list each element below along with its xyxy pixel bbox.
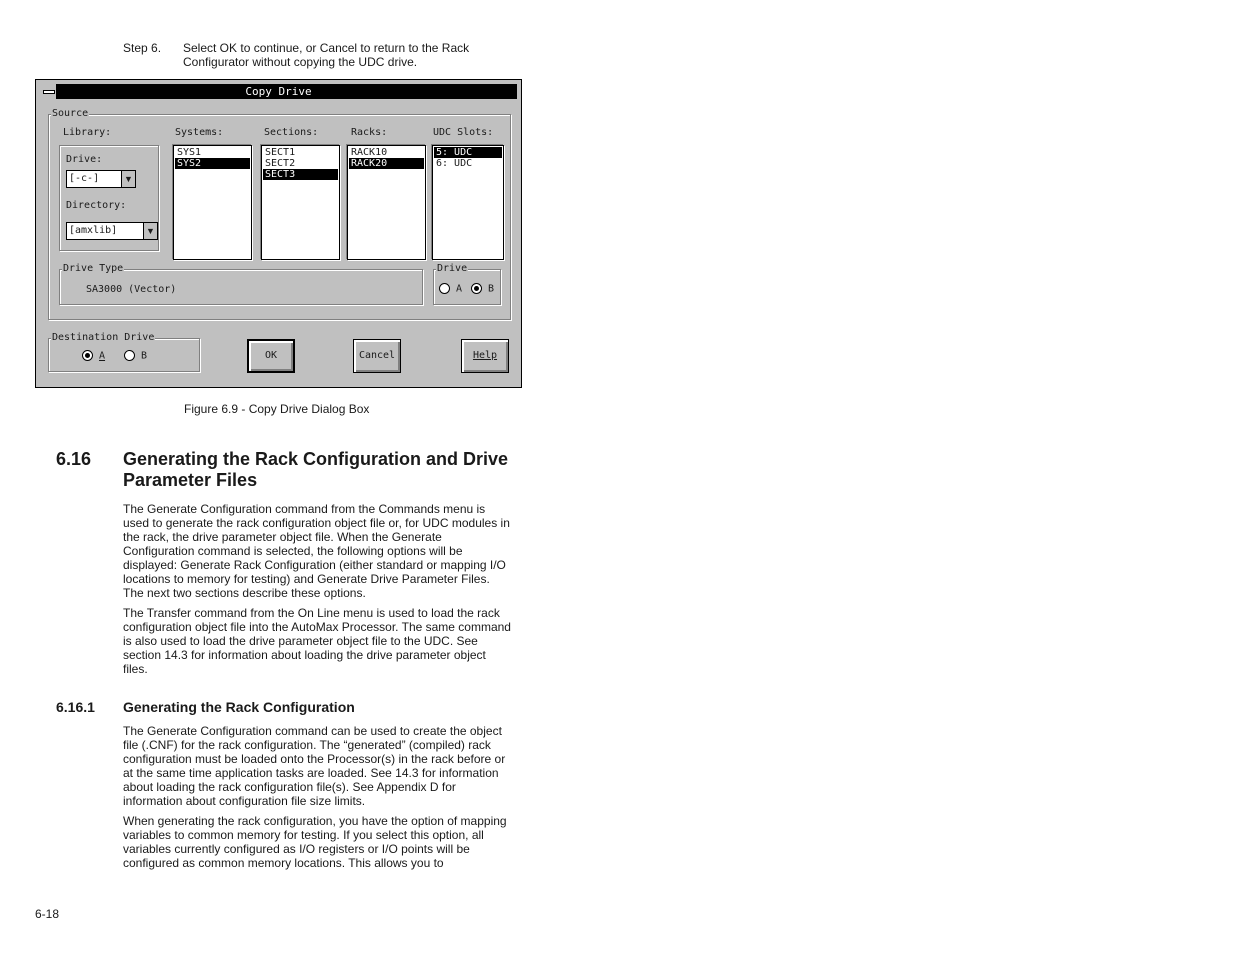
chevron-down-icon[interactable]: ▼ [143, 223, 157, 239]
udc-slots-list[interactable] [432, 145, 504, 260]
radio-icon[interactable] [124, 350, 135, 361]
drive-radio-a[interactable] [439, 283, 462, 295]
list-item[interactable]: SECT1 [265, 147, 296, 158]
directory-combo[interactable] [66, 222, 158, 240]
drive-label: Drive: [66, 154, 103, 165]
paragraph: The Generate Configuration command can be used to create the object file (.CNF) for the rack configuration. The “generated” (compiled) rack configuration must be loaded onto the Processor(s) in the rack before or at the same time application tasks are loaded. See 14.3 for information about loading the rack configuration file(s). See Appendix D for information about configuration file size limits. [123, 724, 506, 808]
paragraph: The Generate Configuration command from the Commands menu is used to generate the rack configuration object file or, for UDC modules in the rack, the drive parameter object file. When the Generate Configuration command is selected, the following options will be displayed: Generate Rack Configuration (either standard or mapping I/O locations to memory for testing) and Generate Drive Parameter Files. The next two sections describe these options. [123, 502, 510, 600]
drive-radio-a-label: A [456, 283, 463, 295]
library-label: Library: [63, 127, 112, 138]
drive-combo-value: [-c-] [69, 173, 100, 184]
source-group [48, 108, 511, 320]
dialog-titlebar [40, 84, 517, 99]
list-item[interactable]: RACK20 [349, 158, 424, 169]
paragraph: The Transfer command from the On Line menu is used to load the rack configuration object file into the AutoMax Processor. The same command is also used to load the drive parameter object file to the UDC. See section 14.3 for information about loading the drive parameter object files. [123, 606, 511, 676]
list-item[interactable]: SYS1 [177, 147, 202, 158]
destination-drive-group [48, 332, 200, 372]
sections-list[interactable] [261, 145, 340, 260]
directory-label: Directory: [66, 200, 127, 211]
page-number: 6-18 [35, 907, 60, 921]
step-label: Step 6. [123, 41, 162, 55]
dialog-title: Copy Drive [245, 85, 312, 98]
systems-label: Systems: [175, 127, 224, 138]
list-item[interactable]: 5: UDC [434, 147, 502, 158]
udc-slots-label: UDC Slots: [433, 127, 494, 138]
list-item[interactable]: SYS2 [175, 158, 250, 169]
library-box [59, 145, 159, 251]
copy-drive-dialog [35, 79, 522, 388]
directory-combo-value: [amxlib] [69, 225, 118, 236]
sections-label: Sections: [264, 127, 319, 138]
destination-drive-label: Destination Drive [52, 332, 155, 343]
dest-radio-b[interactable] [124, 350, 147, 362]
racks-label: Racks: [351, 127, 388, 138]
dest-radio-a-label: A [99, 350, 106, 362]
racks-list[interactable] [347, 145, 426, 260]
figure-caption: Figure 6.9 - Copy Drive Dialog Box [184, 402, 370, 416]
help-button[interactable]: Help [461, 339, 509, 373]
drive-group [433, 263, 501, 305]
radio-selected-icon[interactable] [471, 283, 482, 294]
source-label: Source [52, 108, 89, 119]
system-menu-icon[interactable] [40, 84, 57, 99]
drive-group-label: Drive [437, 263, 468, 274]
drive-type-label: Drive Type [63, 263, 124, 274]
chevron-down-icon[interactable]: ▼ [121, 171, 135, 187]
list-item[interactable]: SECT2 [265, 158, 296, 169]
paragraph: When generating the rack configuration, you have the option of mapping variables to common memory for testing. If you select this option, all variables currently configured as I/O registers or I/O points will be configured as common memory locations. This allows you to [123, 814, 507, 870]
radio-selected-icon[interactable] [82, 350, 93, 361]
list-item[interactable]: RACK10 [351, 147, 388, 158]
drive-type-group [59, 263, 423, 305]
radio-icon[interactable] [439, 283, 450, 294]
section-number: 6.16 [56, 449, 92, 469]
step-text: Select OK to continue, or Cancel to return to the Rack Configurator without copying the UDC drive. [183, 41, 470, 69]
subsection-title: Generating the Rack Configuration [123, 699, 355, 715]
cancel-button[interactable]: Cancel [353, 339, 401, 373]
drive-combo[interactable] [66, 170, 136, 188]
ok-button[interactable]: OK [247, 339, 295, 373]
drive-type-value: SA3000 (Vector) [86, 284, 177, 295]
dest-radio-a[interactable] [82, 350, 105, 362]
section-title: Generating the Rack Configuration and Drive Parameter Files [123, 449, 509, 490]
dest-radio-b-label: B [141, 350, 148, 362]
list-item[interactable]: SECT3 [263, 169, 338, 180]
subsection-number: 6.16.1 [56, 699, 95, 715]
systems-list[interactable] [173, 145, 252, 260]
drive-radio-b[interactable] [471, 283, 494, 295]
list-item[interactable]: 6: UDC [436, 158, 473, 169]
drive-radio-b-label: B [488, 283, 495, 295]
